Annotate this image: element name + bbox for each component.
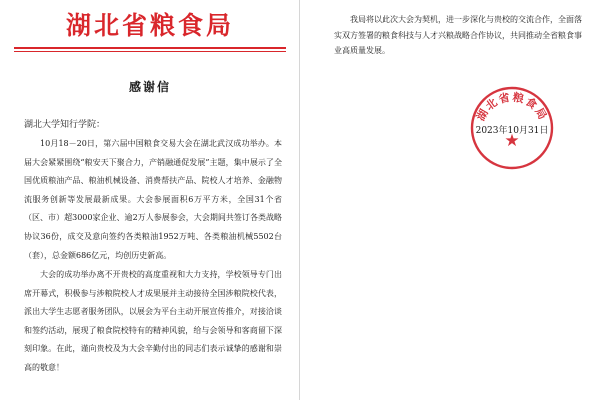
letterhead-rule-thin [14, 51, 286, 52]
letter-title: 感谢信 [128, 80, 171, 94]
seal-star-icon: ★ [504, 131, 520, 151]
svg-text:湖北省粮食局 [473, 90, 550, 124]
signature-date: 2023年10月31日 [475, 126, 549, 136]
letter-paragraph-3: 我局将以此次大会为契机，进一步深化与贵校的交流合作，全面落实双方签署的粮食科技与人才兴粮战略合作协议，共同推动全省粮食事业高质量发展。 [334, 15, 582, 55]
letterhead-rule-thick [14, 47, 286, 49]
letter-paragraph-1: 10月18－20日，第六届中国粮食交易大会在湖北武汉成功举办。本届大会紧紧围绕“粮安天下聚合力，产销融通促发展”主题，集中展示了全国优质粮油产品、粮油机械设备、消费帮扶产品、院校人才培养、金融物流服务创新等发展最新成果。大会参展面积6万平方米，全国31个省（区、市）超3000家企业、逾2万人参展参会，大会期间共签订各类战略协议36份，成交及意向签约各类粮油1952万吨、各类粮油机械5502台（套），总金额686亿元，均创历史新高。 [24, 139, 282, 260]
seal-arc-text: 湖北省粮食局 [474, 90, 550, 124]
letterhead-title: 湖北省粮食局 [65, 11, 234, 40]
letter-page-right [300, 0, 600, 400]
letter-paragraph-2: 大会的成功举办离不开贵校的高度重视和大力支持，学校领导专门出席开幕式，积极参与涉粮院校人才成果展并主动接待全国涉粮院校代表，派出大学生志愿者服务团队，以展会为平台主动开展宣传推介，对接洽谈和签约活动，展现了粮食院校特有的精神风貌，给与会领导和客商留下深刻印象。在此，谨向贵校及为大会辛勤付出的同志们表示诚挚的感谢和崇高的敬意！ [24, 270, 282, 372]
letter-salutation: 湖北大学知行学院： [24, 120, 106, 130]
